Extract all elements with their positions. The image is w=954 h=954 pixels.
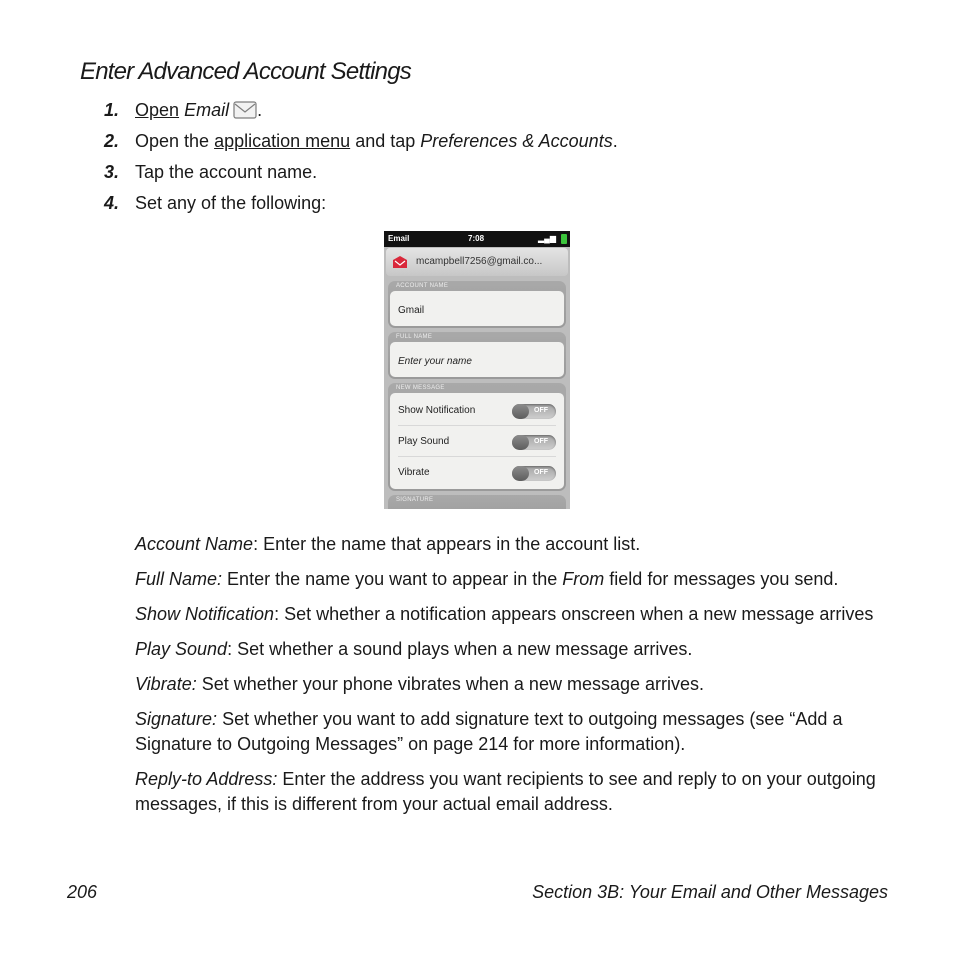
definition-vibrate: Vibrate: Set whether your phone vibrates when a new message arrives. — [135, 674, 705, 694]
status-time: 7:08 — [468, 234, 485, 243]
steps-list — [104, 98, 904, 222]
status-bar — [384, 231, 570, 247]
definition-reply-to-address: Reply-to Address: Enter the address you want recipients to see and reply to on your outgoing messages, if this is different from your actual email address. — [135, 769, 876, 814]
step-4: 4. Set any of the following: — [104, 193, 327, 213]
step-number: 1. — [104, 100, 120, 120]
full-name-field[interactable]: Enter your name — [398, 356, 472, 367]
status-app-name: Email — [388, 234, 410, 243]
show-notification-row: Show Notification OFF — [398, 395, 556, 426]
step-1: 1. Open Email . — [104, 100, 263, 120]
definition-account-name: Account Name: Enter the name that appears in the account list. — [135, 534, 641, 554]
account-header — [386, 248, 568, 276]
vibrate-toggle[interactable]: OFF — [512, 466, 556, 481]
account-name-group: ACCOUNT NAME Gmail — [388, 281, 566, 328]
signature-group[interactable]: SIGNATURE — [388, 495, 566, 509]
application-menu-link[interactable]: application menu — [214, 131, 351, 151]
account-name-field[interactable]: Gmail — [398, 305, 425, 316]
definition-show-notification: Show Notification: Set whether a notification appears onscreen when a new message arrives — [135, 604, 874, 624]
page-number: 206 — [67, 882, 98, 902]
play-sound-row: Play Sound OFF — [398, 426, 556, 457]
new-message-group: NEW MESSAGE Show Notification OFF Play Sound OFF Vibrate OFF — [388, 383, 566, 491]
step-3: 3. Tap the account name. — [104, 162, 318, 182]
step-number: 4. — [104, 193, 120, 213]
definition-signature: Signature: Set whether you want to add signature text to outgoing messages (see “Add a Signature to Outgoing Messages” on page 214 for more information). — [135, 709, 843, 754]
step-2: 2. Open the application menu and tap Preferences & Accounts. — [104, 131, 618, 151]
page-heading: Enter Advanced Account Settings — [80, 58, 411, 85]
definition-full-name: Full Name: Enter the name you want to appear in the From field for messages you send. — [135, 569, 839, 589]
step-number: 2. — [104, 131, 120, 151]
battery-icon — [561, 234, 567, 244]
vibrate-row: Vibrate OFF — [398, 457, 556, 487]
account-address: mcampbell7256@gmail.co... — [416, 256, 543, 267]
phone-screenshot — [384, 231, 570, 509]
step-number: 3. — [104, 162, 120, 182]
play-sound-toggle[interactable]: OFF — [512, 435, 556, 450]
definition-play-sound: Play Sound: Set whether a sound plays when a new message arrives. — [135, 639, 693, 659]
email-account-icon — [392, 255, 408, 269]
show-notification-toggle[interactable]: OFF — [512, 404, 556, 419]
full-name-group: FULL NAME Enter your name — [388, 332, 566, 379]
settings-definitions — [135, 532, 895, 827]
open-link[interactable]: Open — [135, 100, 180, 120]
signal-icon: ▂▄▆ — [538, 234, 556, 243]
email-app-name: Email — [184, 100, 230, 120]
preferences-accounts-label: Preferences & Accounts — [420, 131, 613, 151]
section-title: Section 3B: Your Email and Other Messages — [532, 882, 888, 902]
email-envelope-icon — [233, 101, 257, 119]
